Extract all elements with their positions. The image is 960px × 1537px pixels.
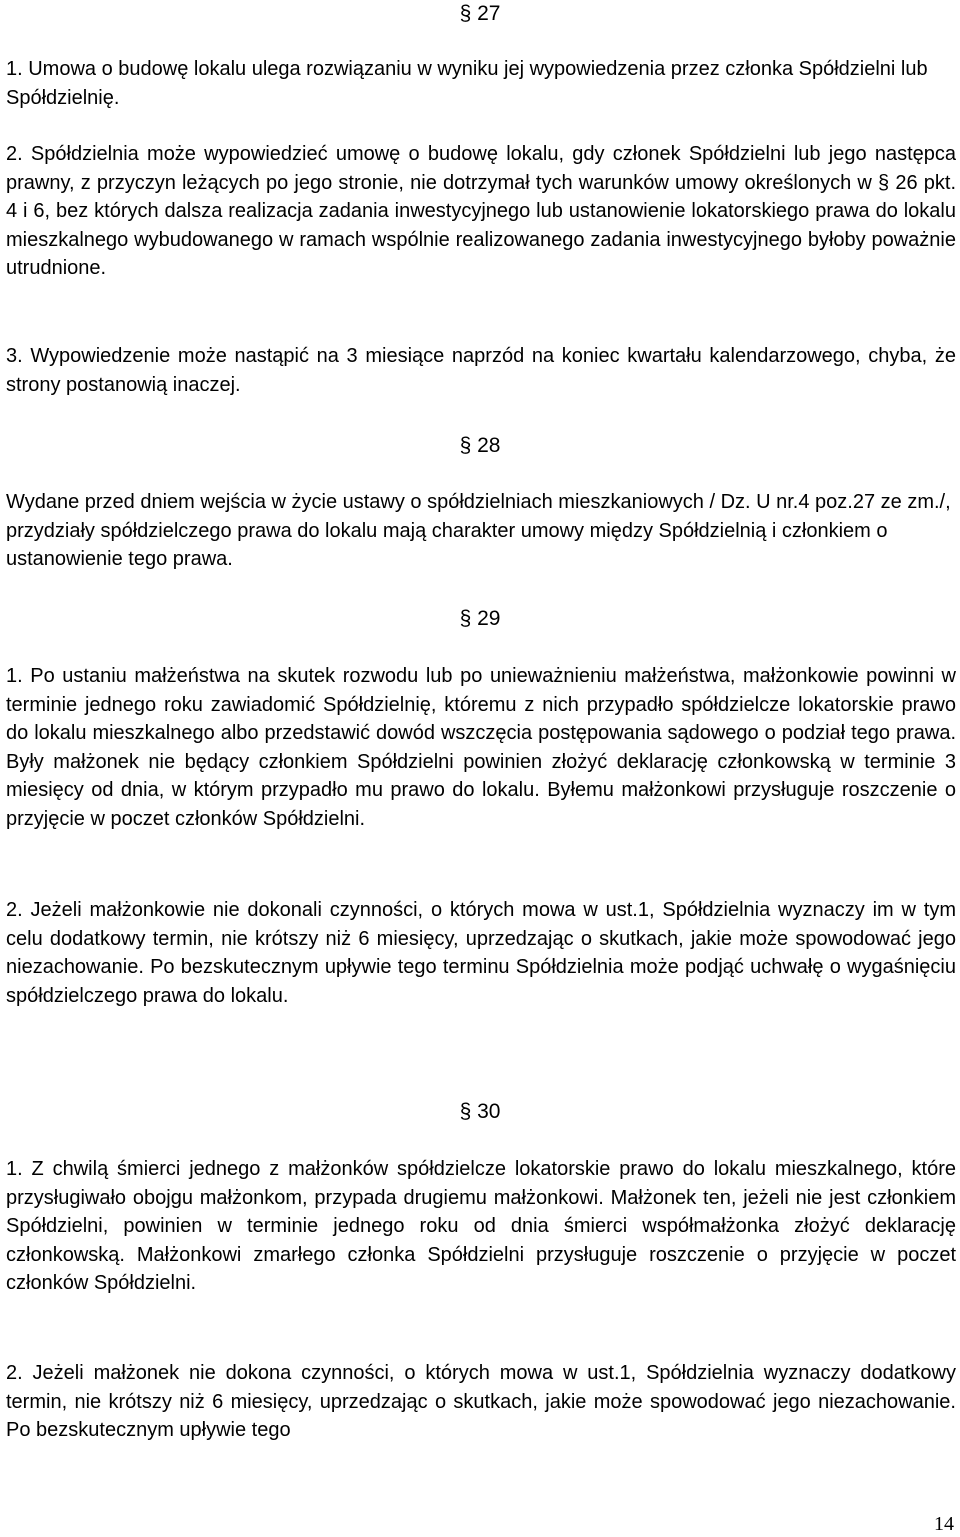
paragraph-29-1: 1. Po ustaniu małżeństwa na skutek rozwodu lub po unieważnieniu małżeństwa, małżonkowie powinni w terminie jednego roku zawiadomić Spółdzielnię, któremu z nich przypadło spółdzielcze lokatorskie prawo do lokalu mieszkalnego albo przedstawić dowód wszczęcia postępowania sądowego o podział tego prawa. Były małżonek nie będący członkiem Spółdzielni powinien złożyć deklarację członkowską w terminie 3 miesięcy od dnia, w którym przypadło mu prawo do lokalu. Byłemu małżonkowi przysługuje roszczenie o przyjęcie w poczet członków Spółdzielni. — [6, 665, 956, 830]
section-heading-27: § 27 — [459, 2, 501, 25]
paragraph-29-2: 2. Jeżeli małżonkowie nie dokonali czynności, o których mowa w ust.1, Spółdzielnia wyznaczy im w tym celu dodatkowy termin, nie krótszy niż 6 miesięcy, uprzedzając o skutkach, jakie może spowodować jego niezachowanie. Po bezskutecznym upływie tego terminu Spółdzielnia może podjąć uchwałę o wygaśnięciu spółdzielczego prawa do lokalu. — [6, 899, 956, 1007]
paragraph-27-2: 2. Spółdzielnia może wypowiedzieć umowę o budowę lokalu, gdy członek Spółdzielni lub jego następca prawny, z przyczyn leżących po jego stronie, nie dotrzymał tych warunków umowy określonych w § 26 pkt. 4 i 6, bez których dalsza realizacja zadania inwestycyjnego lub ustanowienie lokatorskiego prawa do lokalu mieszkalnego wybudowanego w ramach wspólnie realizowanego zadania inwestycyjnego byłoby poważnie utrudnione. — [6, 143, 956, 280]
paragraph-27-3: 3. Wypowiedzenie może nastąpić na 3 miesiące naprzód na koniec kwartału kalendarzowego, chyba, że strony postanowią inaczej. — [6, 345, 956, 396]
section-heading-29: § 29 — [459, 607, 501, 630]
page-number: 14 — [934, 1513, 954, 1535]
section-heading-30: § 30 — [459, 1100, 501, 1123]
paragraph-30-1: 1. Z chwilą śmierci jednego z małżonków spółdzielcze lokatorskie prawo do lokalu mieszkalnego, które przysługiwało obojgu małżonkom, przypada drugiemu małżonkowi. Małżonek ten, jeżeli nie jest członkiem Spółdzielni, powinien w terminie jednego roku od dnia śmierci współmałżonka złożyć deklarację członkowską. Małżonkowi zmarłego członka Spółdzielni przysługuje roszczenie o przyjęcie w poczet członków Spółdzielni. — [6, 1158, 956, 1295]
paragraph-30-2: 2. Jeżeli małżonek nie dokona czynności, o których mowa w ust.1, Spółdzielnia wyznaczy dodatkowy termin, nie krótszy niż 6 miesięcy, uprzedzając o skutkach, jakie może spowodować jego niezachowanie. Po bezskutecznym upływie tego — [6, 1362, 956, 1442]
section-heading-28: § 28 — [459, 434, 501, 457]
paragraph-27-1: 1. Umowa o budowę lokalu ulega rozwiązaniu w wyniku jej wypowiedzenia przez członka Spółdzielni lub Spółdzielnię. — [6, 58, 928, 109]
paragraph-28: Wydane przed dniem wejścia w życie ustawy o spółdzielniach mieszkaniowych / Dz. U nr.4 poz.27 ze zm./, przydziały spółdzielczego prawa do lokalu mają charakter umowy między Spółdzielnią i członkiem o ustanowienie tego prawa. — [6, 491, 951, 571]
